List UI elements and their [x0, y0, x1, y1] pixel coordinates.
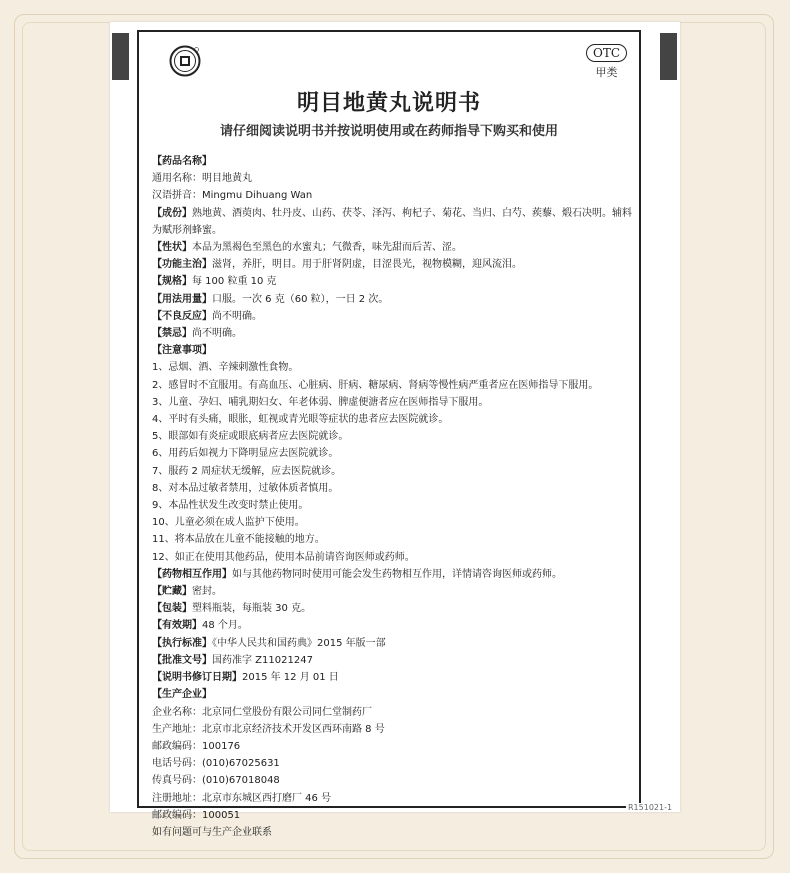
section-text: 通用名称：明目地黄丸 [152, 173, 252, 185]
section-text: 2015 年 12 月 01 日 [242, 672, 339, 684]
section-label: 【药物相互作用】 [152, 568, 232, 580]
section-text: 6、用药后如视力下降明显应去医院就诊。 [152, 448, 339, 460]
leaflet-line [152, 359, 636, 376]
leaflet-line [152, 273, 636, 290]
section-label: 【禁忌】 [152, 328, 192, 340]
leaflet-line [152, 256, 636, 273]
section-label: 【批准文号】 [152, 654, 212, 666]
section-label: 【药品名称】 [152, 156, 212, 167]
leaflet-line [152, 342, 636, 359]
section-text: 11、将本品放在儿童不能接触的地方。 [152, 534, 325, 546]
leaflet-line [152, 205, 636, 239]
section-label: 【用法用量】 [152, 293, 212, 305]
otc-badge [586, 44, 627, 80]
leaflet-line [152, 291, 636, 308]
section-label: 【生产企业】 [152, 689, 212, 701]
section-label: 【不良反应】 [152, 310, 212, 322]
section-text: 1、忌烟、酒、辛辣刺激性食物。 [152, 362, 299, 374]
leaflet-line [152, 170, 636, 187]
section-text: 如有问题可与生产企业联系 [152, 826, 272, 838]
section-label: 【性状】 [152, 242, 192, 254]
leaflet-line [152, 566, 636, 583]
leaflet-line [152, 411, 636, 428]
leaflet-line [152, 463, 636, 480]
section-text: 熟地黄、酒萸肉、牡丹皮、山药、茯苓、泽泻、枸杞子、菊花、当归、白芍、蒺藜、煅石决明。辅料为赋形剂蜂蜜。 [152, 207, 632, 236]
leaflet-line [152, 583, 636, 600]
leaflet-content [152, 153, 636, 841]
leaflet-line [152, 635, 636, 652]
section-text: 4、平时有头痛，眼胀，虹视或青光眼等症状的患者应去医院就诊。 [152, 414, 449, 426]
leaflet-line [152, 394, 636, 411]
section-text: 口服。一次 6 克（60 粒），一日 2 次。 [212, 293, 389, 305]
leaflet-line [152, 531, 636, 548]
leaflet-line [152, 325, 636, 342]
registration-mark-right [660, 33, 677, 80]
section-text: 2、感冒时不宜服用。有高血压、心脏病、肝病、糖尿病、肾病等慢性病严重者应在医师指导下服用。 [152, 379, 599, 391]
section-label: 【包装】 [152, 603, 192, 615]
page-title: 明目地黄丸说明书 [296, 91, 481, 116]
leaflet-line [152, 617, 636, 634]
leaflet-line [152, 772, 636, 789]
leaflet-line [152, 480, 636, 497]
section-text: 如与其他药物同时使用可能会发生药物相互作用，详情请咨询医师或药师。 [232, 568, 562, 580]
leaflet-line [152, 686, 636, 703]
leaflet-line [152, 600, 636, 617]
section-text: 7、服药 2 周症状无缓解，应去医院就诊。 [152, 465, 342, 477]
registration-mark-left [112, 33, 129, 80]
section-label: 【规格】 [152, 276, 192, 288]
section-label: 【说明书修订日期】 [152, 672, 242, 684]
leaflet-line [152, 445, 636, 462]
leaflet-line [152, 755, 636, 772]
section-text: 12、如正在使用其他药品，使用本品前请咨询医师或药师。 [152, 551, 415, 563]
section-text: 滋肾，养肝，明目。用于肝肾阴虚，目涩畏光，视物模糊，迎风流泪。 [212, 259, 522, 271]
section-text: 汉语拼音：Mingmu Dihuang Wan [152, 190, 313, 202]
leaflet-line [152, 738, 636, 755]
leaflet-line [152, 704, 636, 721]
section-label: 【贮藏】 [152, 586, 192, 598]
otc-label: OTC [586, 44, 627, 62]
leaflet-line [152, 428, 636, 445]
section-text: 本品为黑褐色至黑色的水蜜丸；气微香，味先甜而后苦、涩。 [192, 242, 462, 254]
leaflet-line [152, 824, 636, 841]
page-subtitle: 请仔细阅读说明书并按说明使用或在药师指导下购买和使用 [219, 124, 558, 139]
section-label: 【有效期】 [152, 620, 202, 632]
section-text: 9、本品性状发生改变时禁止使用。 [152, 500, 309, 512]
leaflet-line [152, 721, 636, 738]
tongrentang-logo-icon [169, 45, 201, 77]
document-code: R151021-1 [628, 803, 673, 812]
leaflet-line [152, 514, 636, 531]
section-text: 邮政编码：100176 [152, 740, 241, 752]
leaflet-line [152, 497, 636, 514]
section-text: 企业名称：北京同仁堂股份有限公司同仁堂制药厂 [152, 706, 372, 718]
section-text: 生产地址：北京市北京经济技术开发区西环南路 8 号 [152, 723, 385, 735]
leaflet-line [152, 239, 636, 256]
section-text: 每 100 粒重 10 克 [192, 276, 277, 288]
leaflet-line [152, 153, 636, 170]
section-text: 塑料瓶装，每瓶装 30 克。 [192, 603, 312, 615]
section-label: 【功能主治】 [152, 259, 212, 271]
leaflet-line [152, 790, 636, 807]
leaflet-line [152, 377, 636, 394]
section-text: 10、儿童必须在成人监护下使用。 [152, 517, 305, 529]
leaflet-line [152, 187, 636, 204]
leaflet-line [152, 669, 636, 686]
section-text: 尚不明确。 [212, 310, 262, 322]
section-text: 电话号码：(010)67025631 [152, 758, 280, 770]
section-text: 国药准字 Z11021247 [212, 654, 313, 666]
section-text: 《中华人民共和国药典》2015 年版一部 [212, 637, 386, 649]
section-text: 注册地址：北京市东城区西打磨厂 46 号 [152, 792, 332, 804]
leaflet-line [152, 549, 636, 566]
otc-class: 甲类 [595, 66, 618, 79]
section-text: 3、儿童、孕妇、哺乳期妇女、年老体弱、脾虚便溏者应在医师指导下服用。 [152, 396, 489, 408]
section-label: 【注意事项】 [152, 345, 212, 357]
section-text: 8、对本品过敏者禁用，过敏体质者慎用。 [152, 482, 339, 494]
leaflet-line [152, 652, 636, 669]
section-text: 密封。 [192, 586, 222, 598]
leaflet-line [152, 308, 636, 325]
section-text: 传真号码：(010)67018048 [152, 775, 280, 787]
section-label: 【执行标准】 [152, 637, 212, 649]
section-text: 尚不明确。 [192, 328, 242, 340]
section-text: 邮政编码：100051 [152, 809, 241, 821]
leaflet-line [152, 807, 636, 824]
section-text: 5、眼部如有炎症或眼底病者应去医院就诊。 [152, 431, 349, 443]
section-text: 48 个月。 [202, 620, 248, 632]
section-label: 【成份】 [152, 207, 192, 219]
